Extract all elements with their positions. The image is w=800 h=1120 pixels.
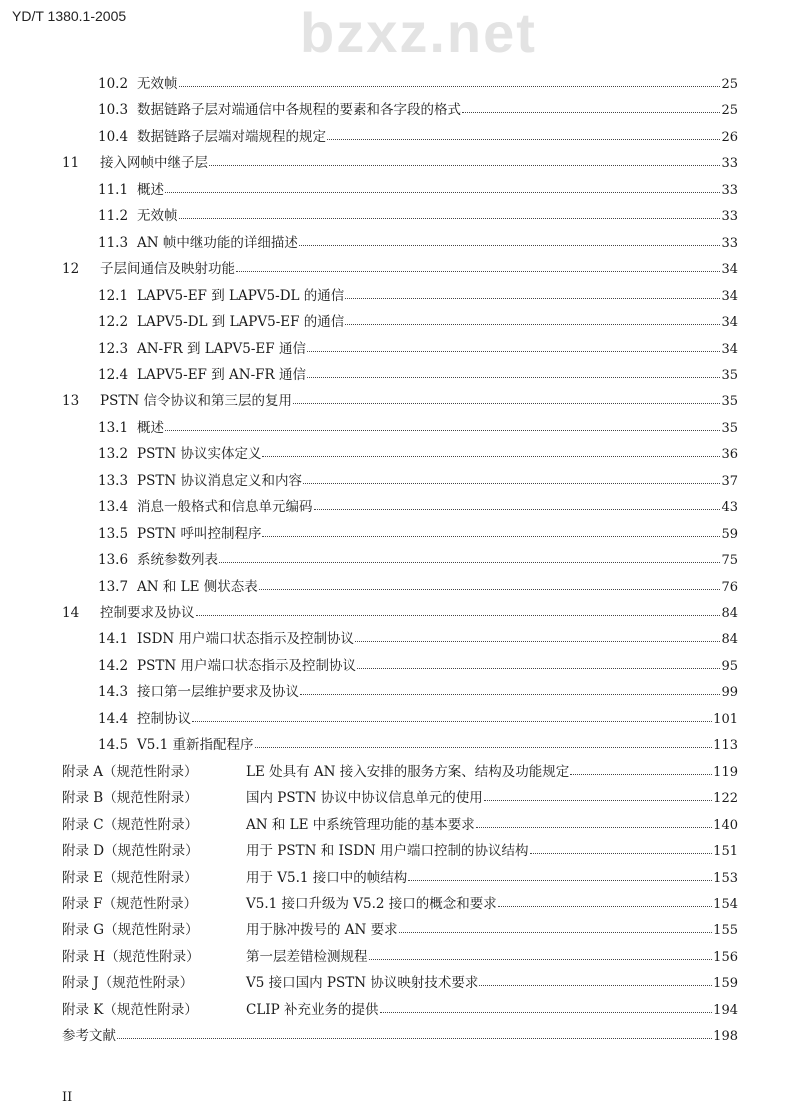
toc-entry-number: 10.2 [98,76,129,92]
toc-entry-number: 11.2 [98,208,129,225]
toc-entry[interactable] [98,202,738,224]
toc-entry-number: 11.3 [98,234,129,251]
toc-entry[interactable] [98,414,738,436]
toc-entry[interactable] [98,335,738,357]
toc-entry[interactable] [62,1022,738,1044]
toc-entry[interactable] [62,811,738,833]
toc-entry[interactable] [62,864,738,886]
toc-entry-number: 附录 J（规范性附录） [62,975,194,992]
toc-entry-title: ISDN 用户端口状态指示及控制协议 [137,631,355,648]
toc-entry-number: 13.4 [98,499,129,516]
toc-entry-title: 子层间通信及映射功能 [100,261,235,278]
toc-entry[interactable] [62,996,738,1018]
toc-entry-number: 13.5 [98,525,129,542]
toc-entry[interactable] [98,308,738,330]
toc-entry-title: AN 帧中继功能的详细描述 [137,234,298,251]
toc-entry-title: 第一层差错检测规程 [246,948,368,965]
toc-entry-page: 34 [721,341,738,357]
dot-leader [293,403,721,404]
toc-entry-number: 13.7 [98,578,129,595]
toc-entry-page: 159 [713,976,738,992]
toc-entry-page: 151 [713,844,738,860]
toc-entry-page: 198 [713,1029,738,1045]
toc-entry-number: 附录 K（规范性附录） [62,1001,198,1018]
dot-leader [165,192,720,193]
toc-entry-page: 35 [721,420,738,436]
toc-entry-number: 13.6 [98,552,129,569]
toc-entry[interactable] [98,282,738,304]
toc-entry-page: 75 [721,553,738,569]
page-number: II [62,1090,73,1105]
toc-entry-title: PSTN 信令协议和第三层的复用 [100,393,292,410]
toc-entry[interactable] [62,837,738,859]
toc-entry[interactable] [98,705,738,727]
toc-entry-page: 33 [721,156,738,172]
dot-leader [476,827,712,828]
toc-entry[interactable] [62,969,738,991]
toc-entry-title: 系统参数列表 [137,552,218,569]
toc-entry-title: AN 和 LE 侧状态表 [137,578,258,595]
toc-entry-number: 附录 A（规范性附录） [62,763,198,780]
toc-entry-page: 156 [713,949,738,965]
toc-entry-title: 无效帧 [137,76,178,92]
toc-entry-page: 59 [721,526,738,542]
toc-entry-title: V5.1 接口升级为 V5.2 接口的概念和要求 [246,895,497,912]
toc-entry[interactable] [98,229,738,251]
toc-entry-title: V5.1 重新指配程序 [137,737,254,754]
dot-leader [307,351,721,352]
dot-leader [327,139,720,140]
dot-leader [462,112,720,113]
toc-entry-page: 155 [713,923,738,939]
toc-entry-number: 附录 G（规范性附录） [62,922,199,939]
toc-entry-page: 34 [721,288,738,304]
toc-entry-title: LE 处具有 AN 接入安排的服务方案、结构及功能规定 [246,763,570,780]
toc-entry[interactable] [98,731,738,753]
dot-leader [236,271,720,272]
toc-entry-page: 34 [721,315,738,331]
toc-entry-page: 84 [721,632,738,648]
toc-entry-title: 控制要求及协议 [100,605,195,621]
toc-entry-title: 控制协议 [137,710,191,727]
toc-entry-page: 99 [721,685,738,701]
dot-leader [399,932,713,933]
toc-entry-title: 无效帧 [137,208,178,225]
toc-entry-number: 12.2 [98,314,129,331]
toc-entry[interactable] [98,546,738,568]
toc-entry-title: 用于 PSTN 和 ISDN 用户端口控制的协议结构 [246,843,529,860]
toc-entry-title: PSTN 协议消息定义和内容 [137,472,302,489]
toc-entry[interactable] [98,520,738,542]
toc-entry-number: 14.2 [98,657,129,674]
dot-leader [355,641,720,642]
toc-entry-number: 附录 D（规范性附录） [62,843,199,860]
toc-entry-title: LAPV5-EF 到 LAPV5-DL 的通信 [137,287,345,304]
toc-entry-page: 101 [713,711,738,727]
dot-leader [196,615,721,616]
toc-entry[interactable] [98,625,738,647]
dot-leader [570,774,712,775]
toc-entry-page: 84 [721,606,738,621]
toc-entry-title: 数据链路子层对端通信中各规程的要素和各字段的格式 [137,102,461,119]
toc-entry-title: 概述 [137,181,164,198]
dot-leader [117,1038,712,1039]
toc-entry-page: 36 [721,447,738,463]
toc-entry[interactable] [62,758,738,780]
dot-leader [498,906,712,907]
toc-entry-page: 140 [713,817,738,833]
toc-entry-title: PSTN 用户端口状态指示及控制协议 [137,657,356,674]
dot-leader [192,721,712,722]
dot-leader [219,562,720,563]
toc-entry-title: 参考文献 [62,1028,116,1045]
toc-entry-title: 接入网帧中继子层 [100,155,208,172]
toc-entry-title: PSTN 呼叫控制程序 [137,525,262,542]
toc-entry-page: 122 [713,791,738,807]
toc-entry-page: 154 [713,896,738,912]
dot-leader [345,324,720,325]
toc-entry-number: 14.1 [98,631,129,648]
dot-leader [345,298,720,299]
toc-entry-page: 26 [721,129,738,145]
dot-leader [262,536,720,537]
toc-entry-number: 13.2 [98,446,129,463]
toc-entry-number: 12.1 [98,287,129,304]
toc-entry-title: CLIP 补充业务的提供 [246,1001,379,1018]
toc-entry[interactable] [62,943,738,965]
toc-entry-number: 附录 B（规范性附录） [62,790,198,807]
toc-entry-number: 附录 F（规范性附录） [62,895,198,912]
dot-leader [314,509,721,510]
toc-entry-page: 194 [713,1002,738,1018]
toc-entry-number: 14.3 [98,684,129,701]
toc-entry-page: 35 [721,367,738,383]
dot-leader [479,985,712,986]
toc-entry-title: 用于脉冲拨号的 AN 要求 [246,922,398,939]
toc-entry[interactable] [98,361,738,383]
dot-leader [300,694,720,695]
document-id-header: YD/T 1380.1-2005 [12,8,127,24]
toc-entry-number: 13 [62,393,80,410]
toc-entry-number: 附录 C（规范性附录） [62,816,199,833]
toc-entry[interactable] [98,176,738,198]
toc-entry-title: V5 接口国内 PSTN 协议映射技术要求 [246,975,479,992]
toc-entry-number: 10.4 [98,128,129,145]
dot-leader [380,1012,713,1013]
toc-entry-number: 12.3 [98,340,129,357]
toc-entry[interactable] [98,678,738,700]
toc-entry-number: 附录 H（规范性附录） [62,948,200,965]
toc-entry[interactable] [62,784,738,806]
toc-entry[interactable] [98,123,738,145]
toc-entry-number: 14.4 [98,710,129,727]
toc-entry[interactable] [62,916,738,938]
toc-entry-page: 119 [713,764,738,780]
dot-leader [299,245,721,246]
toc-entry-page: 33 [721,182,738,198]
toc-entry-page: 33 [721,235,738,251]
dot-leader [255,747,713,748]
toc-entry[interactable] [62,599,738,621]
dot-leader [303,483,721,484]
toc-entry-page: 34 [721,262,738,278]
toc-entry-page: 76 [721,579,738,595]
toc-entry-title: 消息一般格式和信息单元编码 [137,499,313,516]
toc-entry-number: 14 [62,605,80,621]
toc-entry-title: 接口第一层维护要求及协议 [137,684,299,701]
toc-entry-page: 25 [721,103,738,119]
toc-entry-title: 概述 [137,419,164,436]
toc-entry[interactable] [98,440,738,462]
toc-entry-page: 153 [713,870,738,886]
dot-leader [262,456,720,457]
toc-entry[interactable] [98,96,738,118]
toc-entry[interactable] [62,387,738,409]
toc-entry-title: 国内 PSTN 协议中协议信息单元的使用 [246,790,483,807]
toc-entry-number: 10.3 [98,102,129,119]
toc-entry[interactable] [62,255,738,277]
toc-entry[interactable] [62,149,738,171]
toc-entry-title: LAPV5-DL 到 LAPV5-EF 的通信 [137,314,345,331]
toc-entry-page: 37 [721,473,738,489]
dot-leader [259,589,721,590]
toc-entry[interactable] [98,573,738,595]
dot-leader [179,86,721,87]
toc-entry[interactable] [62,890,738,912]
dot-leader [165,430,720,431]
toc-entry-title: AN-FR 到 LAPV5-EF 通信 [137,340,306,357]
watermark: bzxz.net [300,1,537,64]
dot-leader [530,853,713,854]
dot-leader [357,668,721,669]
toc-entry-title: 用于 V5.1 接口中的帧结构 [246,869,408,886]
toc-entry-number: 13.1 [98,419,129,436]
toc-entry-number: 14.5 [98,737,129,754]
toc-entry-title: PSTN 协议实体定义 [137,446,262,463]
toc-entry-number: 附录 E（规范性附录） [62,869,198,886]
toc-entry-page: 95 [721,658,738,674]
dot-leader [408,880,712,881]
toc-entry-page: 35 [721,394,738,410]
toc-entry-number: 11 [62,155,80,172]
toc-entry[interactable] [98,467,738,489]
toc-entry-page: 33 [721,209,738,225]
toc-entry-number: 12.4 [98,366,129,383]
toc-entry-page: 113 [713,738,738,754]
toc-entry[interactable] [98,493,738,515]
toc-entry-number: 13.3 [98,472,129,489]
toc-entry-number: 12 [62,261,80,278]
toc-entry-title: LAPV5-EF 到 AN-FR 通信 [137,366,306,383]
toc-entry-page: 25 [721,77,738,92]
toc-entry-title: AN 和 LE 中系统管理功能的基本要求 [246,816,475,833]
dot-leader [307,377,721,378]
toc-entry-number: 11.1 [98,181,129,198]
dot-leader [484,800,712,801]
toc-entry[interactable] [98,70,738,92]
dot-leader [209,165,720,166]
dot-leader [369,959,713,960]
toc-entry[interactable] [98,652,738,674]
dot-leader [179,218,721,219]
toc-entry-title: 数据链路子层端对端规程的规定 [137,128,326,145]
toc-entry-page: 43 [721,500,738,516]
